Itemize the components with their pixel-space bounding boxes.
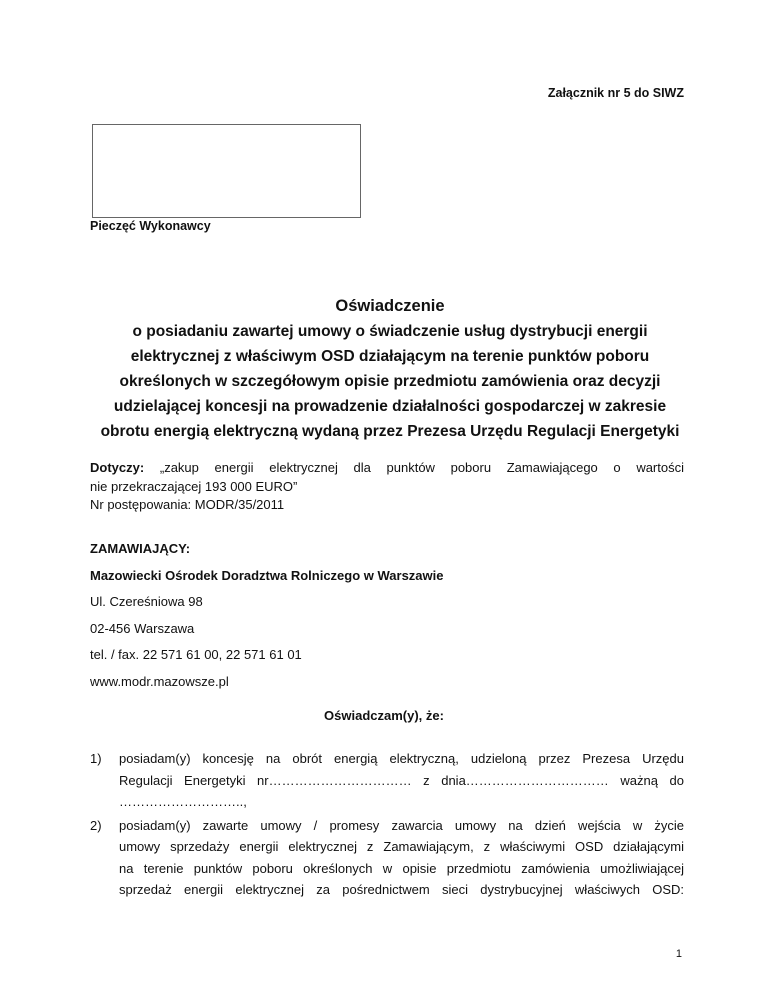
item-word: Regulacji [119, 772, 173, 788]
regarding-section [90, 459, 684, 515]
buyer-phone: tel. / fax. 22 571 61 00, 22 571 61 01 [90, 647, 302, 662]
contractor-stamp-label: Pieczęć Wykonawcy [90, 219, 211, 233]
item-word: do [669, 772, 684, 788]
regarding-line-1 [90, 459, 684, 478]
regarding-label: Dotyczy: [90, 460, 145, 475]
item-line: sprzedaż energii elektrycznej za pośrednictwem sieci dystrybucyjnej właściwych OSD: [119, 882, 684, 897]
buyer-city: 02-456 Warszawa [90, 620, 195, 636]
regarding-subject: „zakup energii elektrycznej dla punktów poboru Zamawiającego o wartości [159, 460, 684, 475]
declaration-item [90, 748, 684, 813]
item-line-fill [119, 770, 684, 792]
item-line: posiadam(y) zawarte umowy / promesy zawarcia umowy na dzień wejścia w życie [119, 817, 684, 833]
item-word: z [423, 772, 430, 788]
item-word: Energetyki [184, 772, 246, 788]
valid-until-blank: ……………………….., [119, 794, 247, 809]
heading-line: udzielającej koncesji na prowadzenie działalności gospodarczej w zakresie [113, 398, 667, 415]
buyer-street: Ul. Czereśniowa 98 [90, 594, 203, 609]
heading-line: obrotu energią elektryczną wydaną przez Prezesa Urzędu Regulacji Energetyki [100, 423, 680, 440]
page-number: 1 [675, 948, 682, 960]
item-number: 1) [90, 751, 102, 766]
item-word: ważną [620, 772, 658, 788]
heading-line: elektrycznej z właściwym OSD działającym na terenie punktów poboru [130, 348, 650, 365]
attachment-label: Załącznik nr 5 do SIWZ [547, 86, 684, 100]
buyer-section [90, 540, 684, 699]
regarding-line-2: nie przekraczającej 193 000 EURO” [90, 478, 298, 494]
item-number: 2) [90, 817, 102, 833]
contractor-stamp-box [92, 124, 361, 218]
document-heading [60, 294, 720, 444]
item-line: na terenie punktów poboru określonych w opisie przedmiotu zamówienia umożliwiającej [119, 860, 684, 876]
license-date-blank: dnia…………………………… [441, 772, 609, 788]
declaration-title: Oświadczam(y), że: [324, 708, 444, 723]
buyer-website: www.modr.mazowsze.pl [90, 673, 229, 689]
declaration-list [90, 748, 684, 903]
item-line: posiadam(y) koncesję na obrót energią elektryczną, udzieloną przez Prezesa Urzędu [119, 751, 684, 766]
proceeding-number: Nr postępowania: MODR/35/2011 [90, 497, 285, 512]
declaration-item [90, 815, 684, 901]
document-title: Oświadczenie [335, 297, 445, 315]
heading-line: o posiadaniu zawartej umowy o świadczenie usług dystrybucji energii [132, 323, 648, 340]
buyer-name: Mazowiecki Ośrodek Doradztwa Rolniczego w Warszawie [90, 567, 444, 583]
buyer-label: ZAMAWIAJĄCY: [90, 541, 191, 556]
heading-line: określonych w szczegółowym opisie przedmiotu zamówienia oraz decyzji [119, 373, 661, 390]
license-number-blank: nr…………………………… [257, 772, 412, 788]
item-line: umowy sprzedaży energii elektrycznej z Zamawiającym, z właściwymi OSD działającymi [119, 839, 684, 854]
